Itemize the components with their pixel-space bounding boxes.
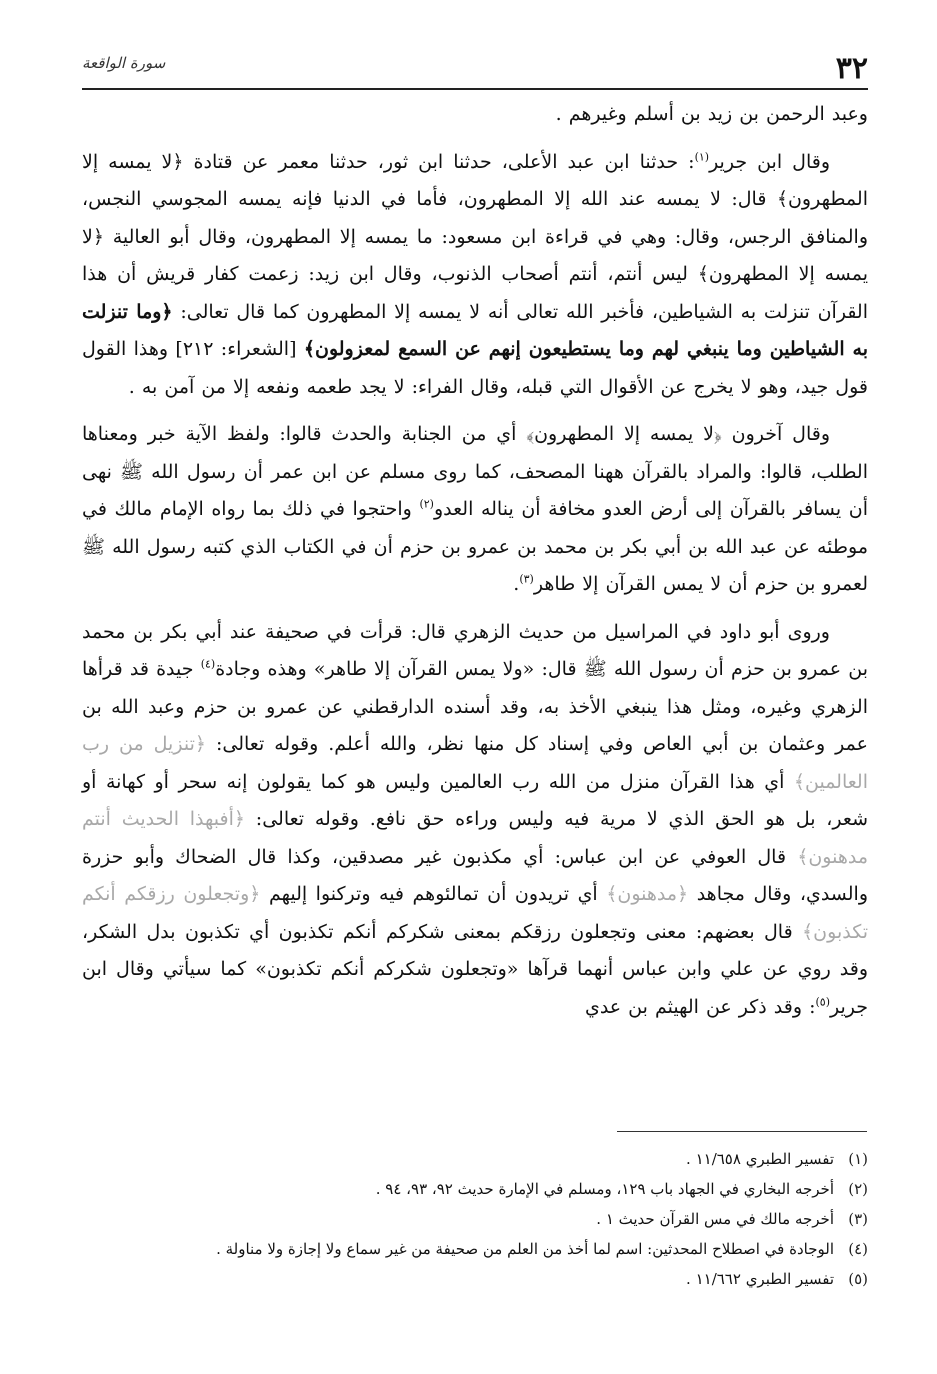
footnotes (82, 1146, 868, 1296)
text-run: وقال آخرون ﴿لا يمسه إلا المطهرون﴾ أي من الجنابة والحدث قالوا: ولفظ الآية خبر ومعناها الطلب، قالوا: والمراد بالقرآن ههنا المصحف، كما روى مسلم عن ابن عمر أن رسول الله ﷺ نهى أن يسافر بالقرآن إلى أرض العدو مخافة أن يناله العدو (82, 423, 868, 520)
text-run: أي هذا القرآن منزل من الله رب العالمين وليس هو كما يقولون إنه سحر أو كهانة أو شعر، بل هو الحق الذي لا مرية فيه وليس وراءه حق نافع. وقوله تعالى: (82, 770, 868, 830)
paragraph (82, 144, 868, 407)
surah-title: سورة الواقعة (82, 54, 166, 72)
text-run: أي تريدون أن تمالئوهم فيه وتركنوا إليهم (260, 883, 607, 905)
footnote-text: تفسير الطبري ١١/٦٦٢ . (686, 1270, 834, 1288)
quran-verse-faded: ﴿مدهنون﴾ (606, 883, 689, 905)
text-run: : حدثنا ابن عبد الأعلى، حدثنا ابن ثور، حدثنا معمر عن قتادة ﴿لا يمسه إلا المطهرون﴾ قال: لا يمسه عند الله إلا المطهرون، فأما في الدنيا فإنه يمسه المجوسي النجس، والمنافق الرجس، وقال: وهي في قراءة ابن مسعود: ما يمسه إلا المطهرون، وقال أبو العالية ﴿لا يمسه إلا المطهرون﴾ ليس أنتم، أنتم أصحاب الذنوب، وقال ابن زيد: زعمت كفار قريش أن هذا القرآن تنزلت به الشياطين، فأخبر الله تعالى أنه لا يمسه إلا المطهرون كما قال تعالى: (82, 150, 868, 323)
footnote-number: (١) (848, 1150, 868, 1168)
text-run: وقال ابن جرير (709, 150, 830, 173)
footnote-ref: (٤) (200, 657, 216, 671)
text-run: وروى أبو داود في المراسيل من حديث الزهري قال: قرأت في صحيفة عند أبي بكر بن محمد بن عمرو بن حزم أن رسول الله ﷺ قال: «ولا يمس القرآن إلا طاهر» وهذه وجادة (82, 620, 868, 680)
footnote (82, 1206, 868, 1232)
text-run: وعبد الرحمن بن زيد بن أسلم وغيرهم . (555, 103, 868, 125)
footnote-number: (٣) (848, 1210, 868, 1228)
footnote-ref: (٣) (519, 572, 534, 586)
paragraph (82, 416, 868, 604)
quran-verse: ﴿وما تنزلت به الشياطين وما ينبغي لهم وما يستطيعون إنهم عن السمع لمعزولون﴾ (82, 300, 868, 360)
footnote-number: (٢) (848, 1180, 868, 1198)
footnote (82, 1236, 868, 1262)
page-number: ٣٢ (835, 51, 868, 86)
footnote-ref: (٥) (815, 995, 830, 1009)
footnote-text: الوجادة في اصطلاح المحدثين: اسم لما أخذ من العلم من صحيفة من غير سماع ولا إجازة ولا مناولة . (216, 1240, 834, 1258)
text-run: . (513, 573, 520, 595)
footnote-text: أخرجه مالك في مس القرآن حديث ١ . (596, 1210, 834, 1228)
paragraph (82, 614, 868, 1027)
footnote-text: أخرجه البخاري في الجهاد باب ١٢٩، ومسلم في الإمارة حديث ٩٢، ٩٣، ٩٤ . (375, 1180, 834, 1198)
text-run: قال العوفي عن ابن عباس: أي مكذبون غير مصدقين، وكذا قال الضحاك وأبو حزرة والسدي، وقال مجاهد (82, 845, 869, 905)
paragraph (82, 96, 868, 134)
running-header (82, 50, 868, 90)
header-divider (82, 88, 868, 90)
text-run: واحتجوا في ذلك بما رواه الإمام مالك في موطئه عن عبد الله بن أبي بكر بن محمد بن عمرو بن حزم أن في الكتاب الذي كتبه رسول الله ﷺ لعمرو بن حزم أن لا يمس القرآن إلا طاهر (82, 498, 868, 595)
footnote (82, 1146, 868, 1172)
footnote-ref: (٢) (419, 497, 434, 511)
footnote-ref: (١) (694, 150, 710, 164)
footnote-number: (٥) (848, 1270, 868, 1288)
footnote (82, 1176, 868, 1202)
text-run: [الشعراء: ٢١٢] وهذا القول قول جيد، وهو لا يخرج عن الأقوال التي قبله، وقال الفراء: لا يجد طعمه ونفعه إلا من آمن به . (82, 338, 868, 398)
text-run: جيدة قد قرأها الزهري وغيره، ومثل هذا ينبغي الأخذ به، وقد أسنده الدارقطني عن عمرو بن حزم وعبد الله بن عمر وعثمان بن أبي العاص وفي إسناد كل منها نظر، والله أعلم. وقوله تعالى: (82, 658, 868, 755)
footnote-number: (٤) (848, 1240, 868, 1258)
quran-verse-faded: ﴿تنزيل من رب العالمين﴾ (82, 733, 868, 793)
footnote-text: تفسير الطبري ١١/٦٥٨ . (686, 1150, 834, 1168)
main-text (82, 96, 868, 1116)
text-run: قال بعضهم: معنى وتجعلون رزقكم بمعنى شكركم أنكم تكذبون أي تكذبون بدل الشكر، وقد روي عن علي وابن عباس أنهما قرآها «وتجعلون شكركم أنكم تكذبون» كما سيأتي وقال ابن جرير (82, 920, 868, 1018)
quran-verse-faded: ﴿وتجعلون رزقكم أنكم تكذبون﴾ (82, 883, 868, 943)
text-run: : وقد ذكر عن الهيثم بن عدي (584, 995, 816, 1018)
footnote-divider (617, 1131, 867, 1132)
footnote (82, 1266, 868, 1292)
quran-verse-faded: ﴿أفبهذا الحديث أنتم مدهنون﴾ (82, 808, 868, 868)
